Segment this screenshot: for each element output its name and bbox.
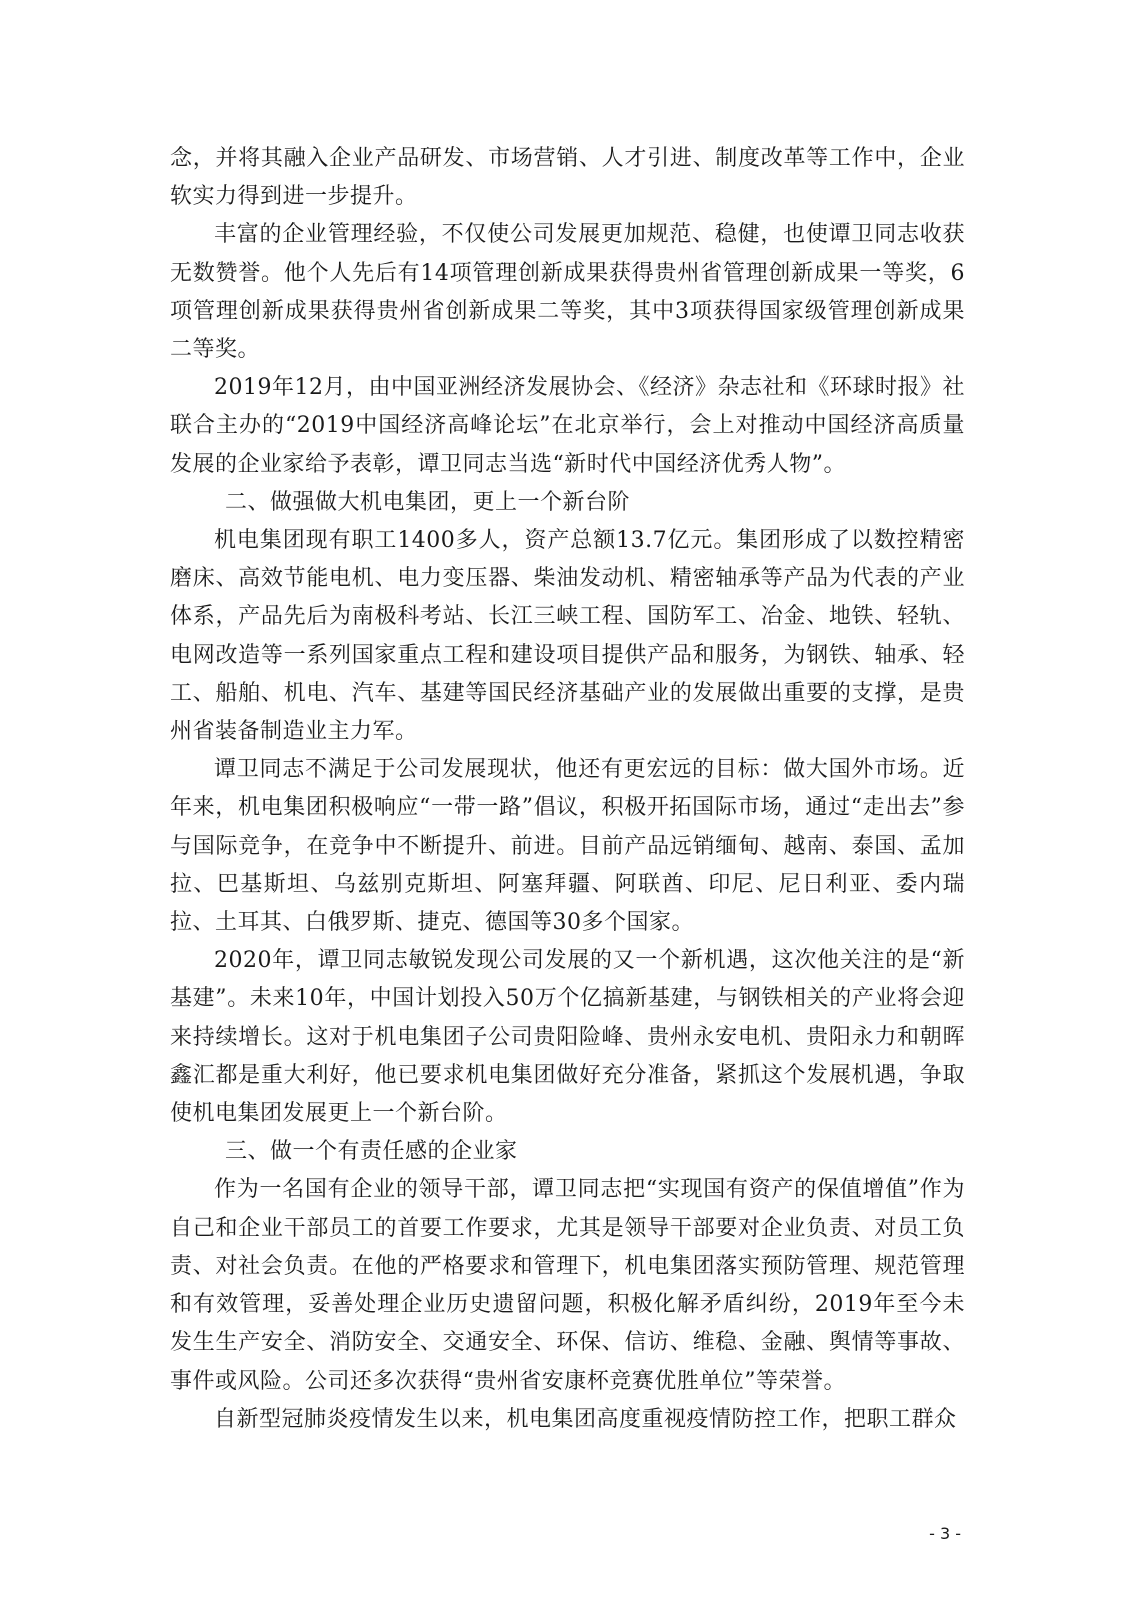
paragraph-responsibility: 作为一名国有企业的领导干部，谭卫同志把“实现国有资产的保值增值”作为自己和企业干部员工的首要工作要求，尤其是领导干部要对企业负责、对员工负责、对社会负责。在他的严格要求和管理下，机电集团落实预防管理、规范管理和有效管理，妥善处理企业历史遗留问题，积极化解矛盾纠纷，2019年至今未发生生产安全、消防安全、交通安全、环保、信访、维稳、金融、舆情等事故、事件或风险。公司还多次获得“贵州省安康杯竞赛优胜单位”等荣誉。 (170, 1177, 965, 1394)
section-heading-2: 二、做强做大机电集团，更上一个新台阶 (225, 489, 631, 515)
paragraph-international-market: 谭卫同志不满足于公司发展现状，他还有更宏远的目标：做大国外市场。近年来，机电集团积极响应“一带一路”倡议，积极开拓国际市场，通过“走出去”参与国际竞争，在竞争中不断提升、前进。目前产品远销缅甸、越南、泰国、孟加拉、巴基斯坦、乌兹别克斯坦、阿塞拜疆、阿联酋、印尼、尼日利亚、委内瑞拉、土耳其、白俄罗斯、捷克、德国等30多个国家。 (170, 757, 965, 936)
paragraph-management-awards: 丰富的企业管理经验，不仅使公司发展更加规范、稳健，也使谭卫同志收获无数赞誉。他个人先后有14项管理创新成果获得贵州省管理创新成果一等奖，6项管理创新成果获得贵州省创新成果二等奖，其中3项获得国家级管理创新成果二等奖。 (170, 222, 965, 363)
paragraph-epidemic: 自新型冠肺炎疫情发生以来，机电集团高度重视疫情防控工作，把职工群众 (214, 1406, 957, 1432)
paragraph-continuation: 念，并将其融入企业产品研发、市场营销、人才引进、制度改革等工作中，企业软实力得到进一步提升。 (170, 146, 965, 210)
paragraph-economic-forum: 2019年12月，由中国亚洲经济发展协会、《经济》杂志社和《环球时报》社联合主办的“2019中国经济高峰论坛”在北京举行，会上对推动中国经济高质量发展的企业家给予表彰，谭卫同志当选“新时代中国经济优秀人物”。 (170, 375, 965, 477)
paragraph-new-infrastructure: 2020年，谭卫同志敏锐发现公司发展的又一个新机遇，这次他关注的是“新基建”。未来10年，中国计划投入50万个亿搞新基建，与钢铁相关的产业将会迎来持续增长。这对于机电集团子公司贵阳险峰、贵州永安电机、贵阳永力和朝晖鑫汇都是重大利好，他已要求机电集团做好充分准备，紧抓这个发展机遇，争取使机电集团发展更上一个新台阶。 (170, 948, 965, 1127)
section-heading-3: 三、做一个有责任感的企业家 (225, 1139, 518, 1165)
document-body (170, 140, 965, 1439)
page-number: - 3 - (929, 1524, 961, 1543)
paragraph-group-overview: 机电集团现有职工1400多人，资产总额13.7亿元。集团形成了以数控精密磨床、高效节能电机、电力变压器、柴油发动机、精密轴承等产品为代表的产业体系，产品先后为南极科考站、长江三峡工程、国防军工、冶金、地铁、轻轨、电网改造等一系列国家重点工程和建设项目提供产品和服务，为钢铁、轴承、轻工、船舶、机电、汽车、基建等国民经济基础产业的发展做出重要的支撑，是贵州省装备制造业主力军。 (170, 528, 965, 745)
